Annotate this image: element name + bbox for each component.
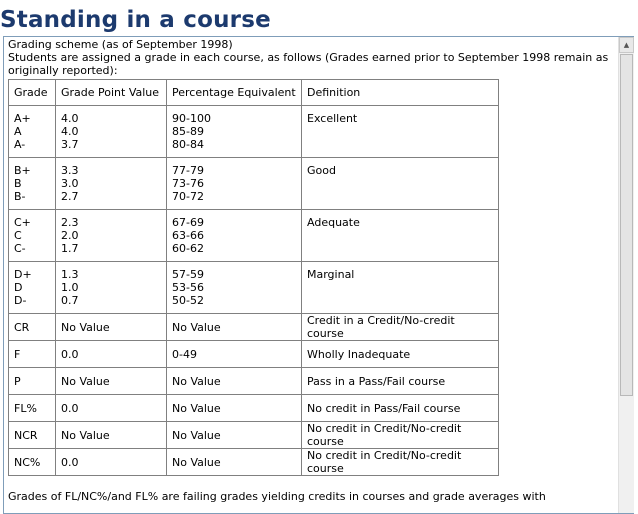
percentage-cell-line: 63-66: [172, 229, 204, 242]
page-title: Standing in a course: [0, 7, 271, 33]
grade-cell: F: [9, 341, 56, 368]
grade-point-cell: 0.0: [56, 449, 167, 476]
percentage-cell: 0-49: [167, 341, 302, 368]
grade-cell-line: A: [14, 125, 22, 138]
grade-point-cell-line: 3.7: [61, 138, 79, 151]
definition-cell: Marginal: [302, 262, 499, 314]
grade-point-cell: No Value: [56, 368, 167, 395]
percentage-cell: No Value: [167, 314, 302, 341]
percentage-cell-line: 57-59: [172, 268, 204, 281]
grade-cell: [9, 210, 56, 262]
percentage-cell-line: 50-52: [172, 294, 204, 307]
table-row: [9, 262, 499, 314]
chevron-up-icon: ▲: [623, 41, 630, 49]
table-row: [9, 422, 499, 449]
grade-point-cell-line: 2.7: [61, 190, 79, 203]
grade-cell: NC%: [9, 449, 56, 476]
grade-cell: P: [9, 368, 56, 395]
table-row: [9, 210, 499, 262]
grade-point-cell: [56, 262, 167, 314]
grade-point-cell-line: 1.7: [61, 242, 79, 255]
table-row: [9, 314, 499, 341]
definition-cell: No credit in Pass/Fail course: [302, 395, 499, 422]
header-definition: Definition: [302, 80, 499, 106]
grade-point-cell-line: 0.7: [61, 294, 79, 307]
percentage-cell: [167, 210, 302, 262]
definition-cell: Credit in a Credit/No-credit course: [302, 314, 499, 341]
percentage-cell: No Value: [167, 422, 302, 449]
grade-cell: [9, 158, 56, 210]
grade-point-cell-line: 1.3: [61, 268, 79, 281]
grade-point-cell-line: 4.0: [61, 125, 79, 138]
grade-cell-line: D+: [14, 268, 32, 281]
grade-point-cell: 0.0: [56, 395, 167, 422]
definition-cell: Excellent: [302, 106, 499, 158]
grade-cell: FL%: [9, 395, 56, 422]
percentage-cell-line: 85-89: [172, 125, 204, 138]
percentage-cell-line: 60-62: [172, 242, 204, 255]
grade-point-cell-line: 2.3: [61, 216, 79, 229]
percentage-cell: [167, 106, 302, 158]
grade-point-cell-line: 4.0: [61, 112, 79, 125]
percentage-cell-line: 73-76: [172, 177, 204, 190]
percentage-cell-line: 77-79: [172, 164, 204, 177]
header-grade-point-value: Grade Point Value: [56, 80, 167, 106]
grade-point-cell: [56, 158, 167, 210]
grade-cell-line: A+: [14, 112, 31, 125]
definition-cell: No credit in Credit/No-credit course: [302, 449, 499, 476]
percentage-cell: [167, 262, 302, 314]
grade-cell-line: B+: [14, 164, 31, 177]
header-percentage-equivalent: Percentage Equivalent: [167, 80, 302, 106]
grades-table-body: [9, 106, 499, 476]
grading-footnote: Grades of FL/NC%/and FL% are failing grades yielding credits in courses and grade averages with: [8, 490, 546, 503]
definition-cell: Adequate: [302, 210, 499, 262]
grade-cell-line: A-: [14, 138, 26, 151]
grade-point-cell: No Value: [56, 314, 167, 341]
table-row: [9, 158, 499, 210]
scheme-intro: Students are assigned a grade in each course, as follows (Grades earned prior to September 1998 remain as originally reported):: [8, 51, 609, 77]
grade-point-cell-line: 3.3: [61, 164, 79, 177]
percentage-cell: No Value: [167, 449, 302, 476]
grade-cell-line: B: [14, 177, 22, 190]
definition-cell: Good: [302, 158, 499, 210]
percentage-cell-line: 53-56: [172, 281, 204, 294]
header-grade: Grade: [9, 80, 56, 106]
grade-point-cell-line: 2.0: [61, 229, 79, 242]
table-row: [9, 395, 499, 422]
definition-cell: Pass in a Pass/Fail course: [302, 368, 499, 395]
grade-cell-line: D: [14, 281, 23, 294]
grades-table: [8, 79, 499, 476]
definition-cell: Wholly Inadequate: [302, 341, 499, 368]
scroll-up-button[interactable]: [619, 37, 634, 53]
grade-cell-line: D-: [14, 294, 27, 307]
grade-point-cell: 0.0: [56, 341, 167, 368]
percentage-cell-line: 90-100: [172, 112, 211, 125]
grade-point-cell: No Value: [56, 422, 167, 449]
percentage-cell: No Value: [167, 368, 302, 395]
percentage-cell-line: 67-69: [172, 216, 204, 229]
table-row: [9, 449, 499, 476]
grades-table-header-row: [9, 80, 499, 106]
grade-cell-line: C+: [14, 216, 31, 229]
grade-cell: [9, 262, 56, 314]
percentage-cell: No Value: [167, 395, 302, 422]
grade-point-cell: [56, 210, 167, 262]
grade-cell-line: C-: [14, 242, 26, 255]
table-row: [9, 368, 499, 395]
definition-cell: No credit in Credit/No-credit course: [302, 422, 499, 449]
scrollbar-thumb[interactable]: [620, 54, 633, 396]
grading-scheme-frame: [3, 36, 634, 514]
grade-cell: NCR: [9, 422, 56, 449]
grade-point-cell: [56, 106, 167, 158]
grade-cell-line: B-: [14, 190, 26, 203]
scheme-heading: Grading scheme (as of September 1998): [8, 38, 233, 51]
table-row: [9, 106, 499, 158]
percentage-cell-line: 80-84: [172, 138, 204, 151]
table-row: [9, 341, 499, 368]
percentage-cell: [167, 158, 302, 210]
frame-content: [4, 37, 619, 513]
grade-point-cell-line: 3.0: [61, 177, 79, 190]
percentage-cell-line: 70-72: [172, 190, 204, 203]
grade-cell: [9, 106, 56, 158]
grade-point-cell-line: 1.0: [61, 281, 79, 294]
grade-cell-line: C: [14, 229, 22, 242]
grade-cell: CR: [9, 314, 56, 341]
vertical-scrollbar[interactable]: [618, 37, 634, 513]
